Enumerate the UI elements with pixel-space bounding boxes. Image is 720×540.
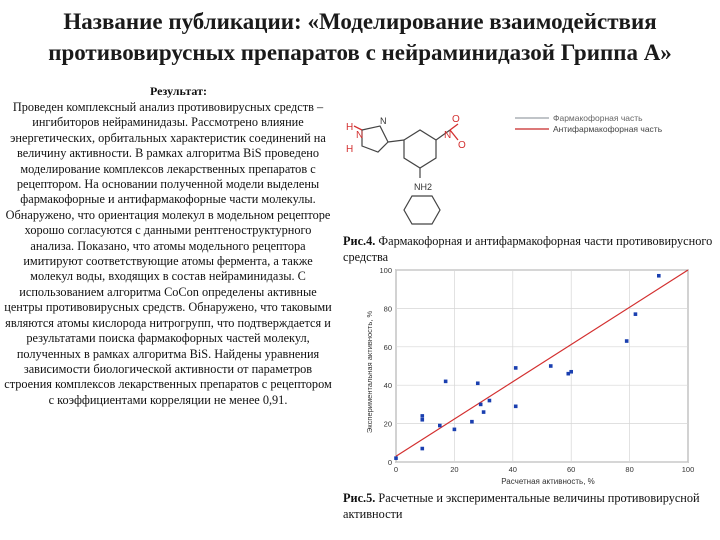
atom-o-2: O [458,140,466,151]
legend [515,112,715,136]
data-point [420,418,424,422]
mol-bond [388,140,404,142]
data-point [479,403,483,407]
atom-o-1: O [452,114,460,125]
data-point [420,414,424,418]
figure-4-text: Фармакофорная и антифармакофорная части противовирусного средства [343,234,713,264]
data-point [438,424,442,428]
figure-5-caption [343,491,713,522]
legend-anti-label: Антифармакофорная часть [553,124,663,134]
data-point [569,370,573,374]
figure-4-label: Рис.4. [343,234,376,248]
data-point [625,339,629,343]
y-tick-label: 40 [383,381,392,391]
result-text: Проведен комплексный анализ противовирусных средств – ингибиторов нейраминидазы. Рассмотрено влияние энергетических, орбитальных характеристик соединений на величину активности. В рамках алгоритма BiS проведено моделирование комплексов лекарственных препаратов с рецептором. На основании полученной модели выделены фармакофорные и антифармакофорные части молекулы. Обнаружено, что ориентация молекул в модельном рецепторе хорошо согласуются с данными рентгеноструктурного анализа. Показано, что атомы модельного рецептора имитируют соответствующие атомы фермента, а также молекул воды, входящих в состав нейраминидазы. С использованием алгоритма CoCon определены активные центры противовирусных средств. Обнаружено, что таковыми являются атомы кислорода нитрогрупп, что подтверждается и результатами поиска фармакофорных частей молекул, полученных в рамках алгоритма BiS. Найдены уравнения зависимости биологической активности от параметров строения комплексов лекарственных препаратов с рецептором с коэффициентами корреляции не менее 0,91. [4,100,332,407]
atom-nh2: NH2 [414,182,433,192]
mol-bond [362,126,388,152]
y-tick-label: 60 [383,342,392,352]
result-label: Результат: [150,84,208,98]
y-tick-label: 80 [383,304,392,314]
page-title [10,6,710,68]
legend-pharm-label: Фармакофорная часть [553,113,643,123]
scatter-chart [352,262,704,488]
figure-4-caption [343,234,713,265]
y-tick-label: 20 [383,419,392,429]
y-tick-label: 100 [379,266,392,275]
atom-h-2: H [346,144,354,155]
x-tick-label: 100 [681,465,695,474]
x-tick-label: 60 [567,465,576,474]
x-tick-label: 80 [625,465,634,474]
data-point [514,405,518,409]
mol-bond [404,130,436,168]
data-point [444,380,448,384]
data-point [453,428,457,432]
molecule-diagram [340,100,510,235]
title-line-2: противовирусных препаратов с нейраминидазой Гриппа А» [48,40,672,65]
data-point [482,410,486,414]
atom-h-1: H [346,122,354,133]
mol-bond [404,196,440,224]
title-line-1: Название публикации: «Моделирование взаимодействия [63,9,657,34]
y-tick-label: 0 [387,458,392,467]
atom-n-3: N [444,130,452,141]
data-point [514,366,518,370]
x-tick-label: 0 [393,465,399,474]
x-axis-label: Расчетная активность, % [501,477,595,486]
data-point [394,456,398,460]
data-point [657,274,661,278]
data-point [420,447,424,451]
data-point [470,420,474,424]
y-axis-label: Экспериментальная активность, % [365,310,374,434]
figure-5-label: Рис.5. [343,491,376,505]
data-point [549,364,553,368]
figure-5-text: Расчетные и экспериментальные величины противовирусной активности [343,491,700,521]
plot-area [396,270,688,462]
data-point [476,381,480,385]
atom-n-1: N [356,130,364,141]
atom-n-2: N [380,116,387,126]
x-tick-label: 20 [450,465,459,474]
data-point [488,399,492,403]
x-tick-label: 40 [508,465,517,474]
data-point [634,312,638,316]
